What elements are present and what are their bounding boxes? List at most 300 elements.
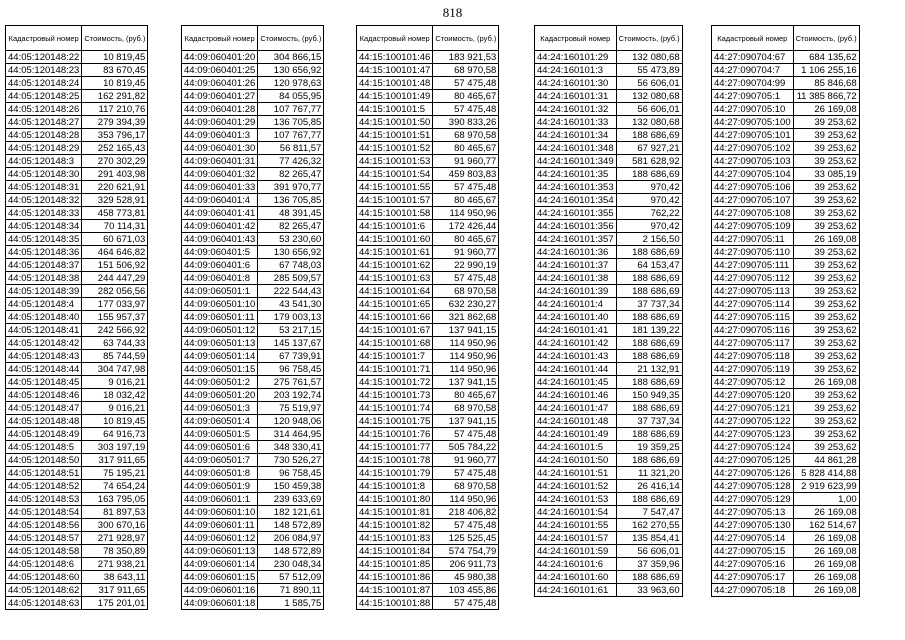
cadastral-number-cell: 44:27:090705:10 [712, 103, 794, 116]
cadastral-number-cell: 44:05:120148:45 [6, 376, 82, 389]
table-row [357, 90, 499, 103]
cadastral-number-cell: 44:24:160101:39 [535, 285, 617, 298]
cost-cell: 114 950,96 [433, 337, 499, 350]
cadastral-number-cell: 44:24:160101:348 [535, 142, 617, 155]
cadastral-number-cell: 44:05:120148:25 [6, 90, 82, 103]
table-row [712, 545, 860, 558]
table-row [6, 571, 148, 584]
table-row [535, 532, 683, 545]
cadastral-table [5, 25, 148, 610]
cadastral-number-cell: 44:05:120148:60 [6, 571, 82, 584]
cost-cell: 11 321,20 [616, 467, 682, 480]
cadastral-number-cell: 44:09:060401:43 [182, 233, 258, 246]
cost-cell: 390 833,26 [433, 116, 499, 129]
cadastral-number-cell: 44:24:160101:60 [535, 571, 617, 584]
cost-cell: 39 253,62 [793, 194, 859, 207]
cadastral-number-cell: 44:09:060501:3 [182, 402, 258, 415]
cadastral-number-header: Кадастровый номер [535, 26, 617, 51]
cadastral-number-cell: 44:09:060401:20 [182, 51, 258, 64]
cost-cell: 132 080,68 [616, 116, 682, 129]
cadastral-number-cell: 44:05:120148:42 [6, 337, 82, 350]
cadastral-number-cell: 44:15:100101:48 [357, 77, 433, 90]
cost-cell: 68 970,58 [433, 402, 499, 415]
table-row [712, 181, 860, 194]
cadastral-number-cell: 44:15:100101:60 [357, 233, 433, 246]
table-row [535, 103, 683, 116]
cadastral-number-cell: 44:05:120148:63 [6, 597, 82, 610]
table-row [6, 558, 148, 571]
cadastral-number-cell: 44:15:100101:87 [357, 584, 433, 597]
table-row [535, 90, 683, 103]
cost-cell: 33 085,19 [793, 168, 859, 181]
table-row [182, 51, 324, 64]
cadastral-number-cell: 44:27:090705:109 [712, 220, 794, 233]
cost-cell: 206 911,73 [433, 558, 499, 571]
cost-cell: 80 465,67 [433, 90, 499, 103]
table-row [6, 298, 148, 311]
cadastral-number-cell: 44:15:100101:74 [357, 402, 433, 415]
cost-cell: 60 671,03 [82, 233, 148, 246]
table-row [182, 467, 324, 480]
table-row [357, 532, 499, 545]
cadastral-number-cell: 44:24:160101:355 [535, 207, 617, 220]
cost-cell: 148 572,89 [258, 519, 324, 532]
table-row [535, 441, 683, 454]
table-row [712, 415, 860, 428]
table-row [535, 337, 683, 350]
table-row [357, 142, 499, 155]
table-row [535, 272, 683, 285]
cadastral-number-cell: 44:05:120148:30 [6, 168, 82, 181]
cost-cell: 162 291,82 [82, 90, 148, 103]
table-row [712, 285, 860, 298]
table-row [712, 480, 860, 493]
cost-cell: 37 737,34 [616, 298, 682, 311]
cost-cell: 39 253,62 [793, 363, 859, 376]
cost-cell: 107 767,77 [258, 103, 324, 116]
cadastral-number-cell: 44:15:100101:75 [357, 415, 433, 428]
cost-cell: 150 459,38 [258, 480, 324, 493]
cadastral-number-cell: 44:15:100101:61 [357, 246, 433, 259]
cadastral-number-cell: 44:27:090704:7 [712, 64, 794, 77]
cadastral-number-cell: 44:15:100101:73 [357, 389, 433, 402]
cadastral-number-cell: 44:09:060501:14 [182, 350, 258, 363]
table-row [357, 480, 499, 493]
cadastral-number-cell: 44:15:100101:83 [357, 532, 433, 545]
table-row [6, 337, 148, 350]
cadastral-number-cell: 44:09:060401:25 [182, 64, 258, 77]
cost-cell: 83 670,45 [82, 64, 148, 77]
cost-cell: 91 960,77 [433, 246, 499, 259]
cost-cell: 26 169,08 [793, 506, 859, 519]
cadastral-number-cell: 44:27:090705:18 [712, 584, 794, 597]
table-row [357, 207, 499, 220]
table-row [357, 545, 499, 558]
table-row [182, 597, 324, 610]
cost-cell: 39 253,62 [793, 311, 859, 324]
cadastral-number-cell: 44:15:100101:63 [357, 272, 433, 285]
cadastral-number-cell: 44:24:160101:349 [535, 155, 617, 168]
table-row [535, 246, 683, 259]
table-row [535, 389, 683, 402]
cadastral-number-cell: 44:15:100101:71 [357, 363, 433, 376]
table-header-row [182, 26, 324, 51]
cadastral-number-cell: 44:27:090705:110 [712, 246, 794, 259]
cost-cell: 26 169,08 [793, 558, 859, 571]
cost-cell: 96 758,45 [258, 363, 324, 376]
table-row [182, 532, 324, 545]
cost-cell: 632 230,27 [433, 298, 499, 311]
cadastral-number-cell: 44:15:100101:79 [357, 467, 433, 480]
cost-cell: 107 767,77 [258, 129, 324, 142]
cadastral-number-cell: 44:09:060401:26 [182, 77, 258, 90]
table-header-row [357, 26, 499, 51]
cost-cell: 188 686,69 [616, 272, 682, 285]
cadastral-number-cell: 44:24:160101:34 [535, 129, 617, 142]
cadastral-number-cell: 44:05:120148:4 [6, 298, 82, 311]
table-row [712, 337, 860, 350]
cadastral-number-header: Кадастровый номер [6, 26, 82, 51]
table-row [6, 480, 148, 493]
table-row [712, 207, 860, 220]
cadastral-number-cell: 44:09:060401:32 [182, 168, 258, 181]
table-row [6, 597, 148, 610]
cadastral-number-cell: 44:05:120148:26 [6, 103, 82, 116]
table-row [6, 519, 148, 532]
table-row [6, 155, 148, 168]
cadastral-number-cell: 44:15:100101:50 [357, 116, 433, 129]
table-row [6, 220, 148, 233]
cost-cell: 18 032,42 [82, 389, 148, 402]
cadastral-number-cell: 44:05:120148:31 [6, 181, 82, 194]
cost-cell: 5 828 414,88 [793, 467, 859, 480]
table-row [357, 597, 499, 610]
cost-cell: 57 475,48 [433, 77, 499, 90]
cost-cell: 85 846,68 [793, 77, 859, 90]
table-row [6, 441, 148, 454]
cost-cell: 188 686,69 [616, 428, 682, 441]
cadastral-number-cell: 44:15:100101:53 [357, 155, 433, 168]
cost-cell: 220 621,91 [82, 181, 148, 194]
cost-cell: 172 426,44 [433, 220, 499, 233]
table-row [182, 363, 324, 376]
cadastral-number-cell: 44:09:060601:13 [182, 545, 258, 558]
cost-cell: 206 084,97 [258, 532, 324, 545]
cost-cell: 188 686,69 [616, 571, 682, 584]
table-row [535, 298, 683, 311]
cadastral-number-cell: 44:09:060401:4 [182, 194, 258, 207]
table-row [535, 467, 683, 480]
cost-cell: 22 990,19 [433, 259, 499, 272]
cost-cell: 132 080,68 [616, 51, 682, 64]
table-row [712, 246, 860, 259]
cadastral-number-cell: 44:27:090705:13 [712, 506, 794, 519]
cost-cell: 56 606,01 [616, 545, 682, 558]
cost-cell: 39 253,62 [793, 415, 859, 428]
table-row [357, 285, 499, 298]
table-row [182, 337, 324, 350]
cadastral-number-cell: 44:09:060601:18 [182, 597, 258, 610]
cost-cell: 285 509,57 [258, 272, 324, 285]
table-row [6, 51, 148, 64]
cost-cell: 39 253,62 [793, 155, 859, 168]
cadastral-number-cell: 44:27:090705:102 [712, 142, 794, 155]
cost-header: Стоимость, (руб.) [82, 26, 148, 51]
cost-cell: 203 192,74 [258, 389, 324, 402]
table-row [535, 129, 683, 142]
cadastral-number-cell: 44:24:160101:59 [535, 545, 617, 558]
cadastral-number-cell: 44:24:160101:43 [535, 350, 617, 363]
cost-cell: 304 747,98 [82, 363, 148, 376]
table-row [182, 376, 324, 389]
cost-cell: 53 230,60 [258, 233, 324, 246]
cost-cell: 57 475,48 [433, 181, 499, 194]
cost-cell: 39 253,62 [793, 207, 859, 220]
cost-cell: 44 861,28 [793, 454, 859, 467]
table-row [357, 64, 499, 77]
cadastral-number-cell: 44:15:100101:6 [357, 220, 433, 233]
table-row [535, 285, 683, 298]
table-row [357, 168, 499, 181]
cadastral-number-cell: 44:05:120148:37 [6, 259, 82, 272]
table-row [712, 428, 860, 441]
table-row [182, 441, 324, 454]
table-row [535, 506, 683, 519]
table-row [712, 363, 860, 376]
cost-cell: 10 819,45 [82, 415, 148, 428]
table-row [357, 454, 499, 467]
table-row [535, 259, 683, 272]
cadastral-number-cell: 44:05:120148:22 [6, 51, 82, 64]
cost-cell: 39 253,62 [793, 129, 859, 142]
cadastral-number-cell: 44:24:160101:357 [535, 233, 617, 246]
table-row [357, 324, 499, 337]
table-row [357, 155, 499, 168]
page-number: 818 [442, 5, 463, 20]
cadastral-number-cell: 44:09:060401:41 [182, 207, 258, 220]
cost-header: Стоимость, (руб.) [258, 26, 324, 51]
cost-cell: 2 156,50 [616, 233, 682, 246]
cost-cell: 282 056,56 [82, 285, 148, 298]
cost-cell: 182 121,61 [258, 506, 324, 519]
cadastral-number-cell: 44:27:090705:122 [712, 415, 794, 428]
table-row [712, 64, 860, 77]
table-row [182, 480, 324, 493]
cadastral-number-cell: 44:27:090705:126 [712, 467, 794, 480]
table-row [357, 415, 499, 428]
cost-cell: 130 656,92 [258, 246, 324, 259]
cadastral-number-cell: 44:09:060501:7 [182, 454, 258, 467]
cadastral-number-cell: 44:15:100101:66 [357, 311, 433, 324]
table-row [535, 77, 683, 90]
cost-cell: 155 957,37 [82, 311, 148, 324]
cadastral-number-cell: 44:24:160101:45 [535, 376, 617, 389]
table-row [535, 168, 683, 181]
cost-cell: 162 270,55 [616, 519, 682, 532]
cost-cell: 80 465,67 [433, 233, 499, 246]
cost-cell: 188 686,69 [616, 376, 682, 389]
table-row [357, 519, 499, 532]
table-row [535, 415, 683, 428]
cost-cell: 581 628,92 [616, 155, 682, 168]
table-row [182, 428, 324, 441]
cost-cell: 135 854,41 [616, 532, 682, 545]
cost-cell: 68 970,58 [433, 480, 499, 493]
table-row [182, 519, 324, 532]
cost-cell: 96 758,45 [258, 467, 324, 480]
cadastral-number-cell: 44:09:060501:20 [182, 389, 258, 402]
table-row [712, 519, 860, 532]
cost-cell: 55 473,89 [616, 64, 682, 77]
cadastral-number-cell: 44:15:100101:85 [357, 558, 433, 571]
cadastral-number-cell: 44:05:120148:40 [6, 311, 82, 324]
cost-cell: 26 169,08 [793, 233, 859, 246]
cost-cell: 26 169,08 [793, 103, 859, 116]
cost-cell: 57 512,09 [258, 571, 324, 584]
cadastral-number-cell: 44:24:160101:38 [535, 272, 617, 285]
table-row [357, 194, 499, 207]
cost-cell: 33 963,60 [616, 584, 682, 597]
cost-cell: 329 528,91 [82, 194, 148, 207]
cost-cell: 145 137,67 [258, 337, 324, 350]
cost-cell: 57 475,48 [433, 103, 499, 116]
cost-cell: 53 217,15 [258, 324, 324, 337]
table-row [712, 350, 860, 363]
table-column-2 [181, 25, 324, 610]
cadastral-number-cell: 44:09:060601:1 [182, 493, 258, 506]
cadastral-number-cell: 44:09:060501:2 [182, 376, 258, 389]
table-row [535, 64, 683, 77]
cost-cell: 82 265,47 [258, 168, 324, 181]
cadastral-number-cell: 44:27:090705:108 [712, 207, 794, 220]
table-row [182, 311, 324, 324]
table-row [6, 194, 148, 207]
table-row [712, 77, 860, 90]
table-row [357, 376, 499, 389]
cadastral-number-cell: 44:27:090704:67 [712, 51, 794, 64]
cost-cell: 80 465,67 [433, 194, 499, 207]
cadastral-number-cell: 44:27:090705:12 [712, 376, 794, 389]
table-row [712, 298, 860, 311]
table-row [6, 181, 148, 194]
table-row [712, 532, 860, 545]
cadastral-number-cell: 44:15:100101:51 [357, 129, 433, 142]
table-row [712, 116, 860, 129]
table-row [357, 298, 499, 311]
cadastral-number-cell: 44:05:120148:56 [6, 519, 82, 532]
cost-cell: 279 394,39 [82, 116, 148, 129]
cost-cell: 252 165,43 [82, 142, 148, 155]
cost-cell: 26 169,08 [793, 584, 859, 597]
cadastral-number-cell: 44:05:120148:43 [6, 350, 82, 363]
table-row [182, 415, 324, 428]
table-row [712, 493, 860, 506]
cadastral-number-cell: 44:05:120148:35 [6, 233, 82, 246]
table-row [182, 116, 324, 129]
cadastral-number-cell: 44:24:160101:354 [535, 194, 617, 207]
cadastral-number-cell: 44:05:120148:62 [6, 584, 82, 597]
cadastral-number-cell: 44:15:100101:65 [357, 298, 433, 311]
cost-cell: 26 416,14 [616, 480, 682, 493]
table-row [712, 441, 860, 454]
cost-cell: 230 048,34 [258, 558, 324, 571]
table-row [6, 259, 148, 272]
cost-cell: 188 686,69 [616, 285, 682, 298]
cost-cell: 39 253,62 [793, 259, 859, 272]
cadastral-number-cell: 44:05:120148:53 [6, 493, 82, 506]
table-row [6, 493, 148, 506]
cadastral-number-cell: 44:27:090705:16 [712, 558, 794, 571]
table-row [182, 571, 324, 584]
table-row [6, 285, 148, 298]
table-row [712, 324, 860, 337]
cost-cell: 64 153,47 [616, 259, 682, 272]
cadastral-number-cell: 44:15:100101:64 [357, 285, 433, 298]
cost-cell: 39 253,62 [793, 441, 859, 454]
cadastral-number-cell: 44:09:060401:42 [182, 220, 258, 233]
cost-cell: 271 928,97 [82, 532, 148, 545]
cadastral-number-cell: 44:24:160101:57 [535, 532, 617, 545]
cadastral-table [711, 25, 860, 597]
table-header-row [6, 26, 148, 51]
cost-cell: 175 201,01 [82, 597, 148, 610]
table-column-4 [534, 25, 683, 597]
cadastral-number-cell: 44:15:100101:82 [357, 519, 433, 532]
cadastral-number-cell: 44:27:090705:128 [712, 480, 794, 493]
cadastral-number-cell: 44:09:060501:8 [182, 467, 258, 480]
cadastral-number-cell: 44:09:060501:12 [182, 324, 258, 337]
cost-cell: 39 253,62 [793, 142, 859, 155]
cadastral-number-cell: 44:24:160101:353 [535, 181, 617, 194]
table-row [712, 129, 860, 142]
cost-cell: 1 106 255,16 [793, 64, 859, 77]
table-row [182, 168, 324, 181]
table-row [182, 402, 324, 415]
cadastral-number-cell: 44:09:060501:5 [182, 428, 258, 441]
table-row [182, 272, 324, 285]
cost-cell: 321 862,68 [433, 311, 499, 324]
table-row [535, 376, 683, 389]
cadastral-number-cell: 44:05:120148:24 [6, 77, 82, 90]
cadastral-number-cell: 44:27:090705:100 [712, 116, 794, 129]
table-row [712, 194, 860, 207]
cost-cell: 130 656,92 [258, 64, 324, 77]
cost-cell: 78 350,89 [82, 545, 148, 558]
cost-cell: 103 455,86 [433, 584, 499, 597]
cadastral-number-cell: 44:15:100101:88 [357, 597, 433, 610]
table-row [535, 519, 683, 532]
cost-cell: 26 169,08 [793, 545, 859, 558]
cadastral-number-cell: 44:27:090705:115 [712, 311, 794, 324]
cadastral-number-cell: 44:24:160101:32 [535, 103, 617, 116]
cost-cell: 26 169,08 [793, 532, 859, 545]
table-row [182, 129, 324, 142]
table-row [182, 220, 324, 233]
cost-cell: 188 686,69 [616, 129, 682, 142]
cost-cell: 270 302,29 [82, 155, 148, 168]
cadastral-number-cell: 44:09:060401:33 [182, 181, 258, 194]
cadastral-number-cell: 44:24:160101:53 [535, 493, 617, 506]
cadastral-number-cell: 44:24:160101:47 [535, 402, 617, 415]
table-row [712, 584, 860, 597]
table-row [6, 415, 148, 428]
cost-cell: 26 169,08 [793, 376, 859, 389]
table-row [182, 207, 324, 220]
table-row [535, 220, 683, 233]
table-row [535, 493, 683, 506]
table-row [182, 64, 324, 77]
cost-cell: 188 686,69 [616, 311, 682, 324]
